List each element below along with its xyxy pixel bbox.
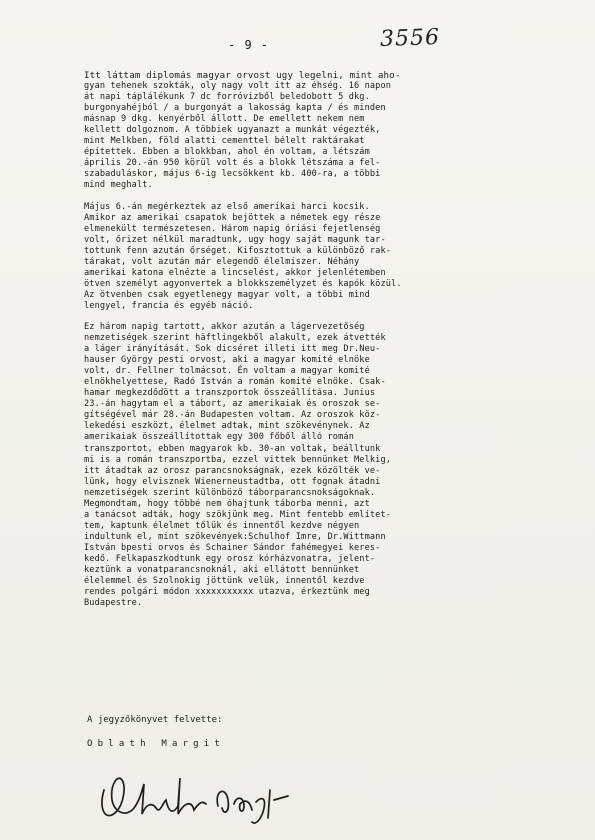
- text-line: lekedési eszközt, élelmet adtak, mint szökevénynek. Az: [84, 421, 370, 432]
- page-number: - 9 -: [228, 38, 270, 52]
- text-line: át napi táplálékunk 7 dc forróvizből beledobott 5 dkg.: [84, 92, 370, 103]
- text-line: lünk, hogy elvisznek Wienerneustadtba, ott fognak átadni: [84, 476, 381, 487]
- text-line: itt átadtak az orosz parancsnokságnak, ezek közölték ve-: [84, 465, 381, 476]
- recorder-label: A jegyzőkönyvet felvette:: [87, 715, 223, 725]
- text-line: Ez három napig tartott, akkor azután a lágervezetőség: [84, 321, 365, 332]
- recorder-name: Oblath Margit: [87, 739, 226, 749]
- text-line: nemzetiségek szerint különböző táborparancsnokságoknak.: [84, 487, 376, 498]
- text-line: nemzetiségek szerint häftlingekből alakult, ezek átvették: [84, 333, 386, 344]
- handwritten-signature: [96, 760, 296, 830]
- text-line: élelemmel és Szolnokig jöttünk velük, innentől kezdve: [84, 576, 365, 587]
- text-line: hamar megkezdődött a transzportok összeállítása. Junius: [84, 388, 376, 399]
- text-line: Itt láttam diplomás magyar orvost ugy legelni, mint aho-: [84, 70, 401, 81]
- text-line: Megmondtam, hogy többé nem óhajtunk táborba menni, azt: [84, 498, 370, 509]
- text-line: tem, kaptunk élelmet tőlük és innentől kezdve négyen: [84, 520, 360, 531]
- text-line: mind meghalt.: [84, 180, 153, 191]
- paragraph-2: [84, 202, 514, 312]
- paragraph-3: [84, 322, 514, 609]
- text-line: tárakat, volt azután már elegendő élelmiszer. Néhány: [84, 256, 360, 267]
- text-line: István bpesti orvos és Schainer Sándor fahémegyei keres-: [84, 542, 381, 553]
- text-line: burgonyahéjból / a burgonyát a lakosság kapta / és minden: [84, 103, 386, 114]
- text-line: amerikaiak összeállítottak egy 300 főből álló román: [84, 432, 354, 443]
- text-line: elmenekült természetesen. Három napig óriási fejetlenség: [84, 223, 381, 234]
- text-line: ötven személyt agyonvertek a blokkszemélyzet és kapók közül.: [84, 278, 402, 289]
- text-line: indultunk el, mint szökevények:Schulhof Imre, Dr.Wittmann: [84, 531, 386, 542]
- text-line: tottunk fenn azután őrséget. Kifosztottuk a különböző rak-: [84, 245, 392, 256]
- text-line: Az ötvenben csak egyetlenegy magyar volt, a többi mind: [84, 289, 370, 300]
- text-line: a láger irányítását. Sok dicséret illeti itt meg Dr.Neu-: [84, 344, 381, 355]
- text-line: kedő. Felkapaszkodtunk egy orosz kórházvonatra, jelent-: [84, 553, 376, 564]
- text-line: mi is a román transzportba, ezzel vittek bennünket Melkig,: [84, 454, 392, 465]
- text-line: a tanácsot adták, hogy szökjünk meg. Mint fentebb említet-: [84, 509, 392, 520]
- paragraph-1: [84, 70, 514, 192]
- text-line: 23.-án hagytam el a tábort, az amerikaiak és oroszok se-: [84, 399, 381, 410]
- text-line: rendes polgári módon xxxxxxxxxxx utazva, érkeztünk meg: [84, 587, 370, 598]
- text-line: gítségével már 28.-án Budapesten voltam. Az oroszok köz-: [84, 410, 381, 421]
- text-line: amerikai katona elnézte a lincselést, akkor jelenlétemben: [84, 267, 386, 278]
- text-line: április 20.-án 950 körül volt és a blokk létszáma a fel-: [84, 158, 381, 169]
- text-line: gyan tehenek szokták, oly nagy volt itt az éhség. 16 napon: [84, 81, 392, 92]
- text-line: transzportot, ebben magyarok kb. 30-an voltak, beálltunk: [84, 443, 381, 454]
- text-line: építettek. Ebben a blokkban, ahol én voltam, a létszám: [84, 147, 370, 158]
- text-line: keztünk a vonatparancsnoknál, aki ellátott bennünket: [84, 565, 360, 576]
- text-line: Amikor az amerikai csapatok bejöttek a németek egy része: [84, 212, 381, 223]
- text-line: mint Melkben, föld alatti cementtel bélelt raktárakat: [84, 136, 365, 147]
- text-line: Budapestre.: [84, 598, 143, 609]
- text-line: szabaduláskor, május 6-ig lecsökkent kb. 400-ra, a többi: [84, 169, 381, 180]
- document-body: [84, 70, 514, 619]
- text-line: elnökhelyettese, Radó István a román komité elnöke. Csak-: [84, 377, 386, 388]
- text-line: lengyel, francia és egyéb náció.: [84, 300, 254, 311]
- text-line: kellett dolgoznom. A többiek ugyanazt a munkát végezték,: [84, 125, 381, 136]
- text-line: volt, őrizet nélkül maradtunk, ugy hogy saját magunk tar-: [84, 234, 386, 245]
- text-line: Május 6.-án megérkeztek az első amerikai harci kocsik.: [84, 201, 370, 212]
- text-line: volt, dr. Fellner tolmácsot. Én voltam a magyar komité: [84, 366, 370, 377]
- text-line: hauser György pesti orvost, aki a magyar komité elnöke: [84, 355, 370, 366]
- text-line: másnap 9 dkg. kenyérből állott. De emellett nekem nem: [84, 114, 365, 125]
- handwritten-archive-number: 3556: [379, 24, 441, 53]
